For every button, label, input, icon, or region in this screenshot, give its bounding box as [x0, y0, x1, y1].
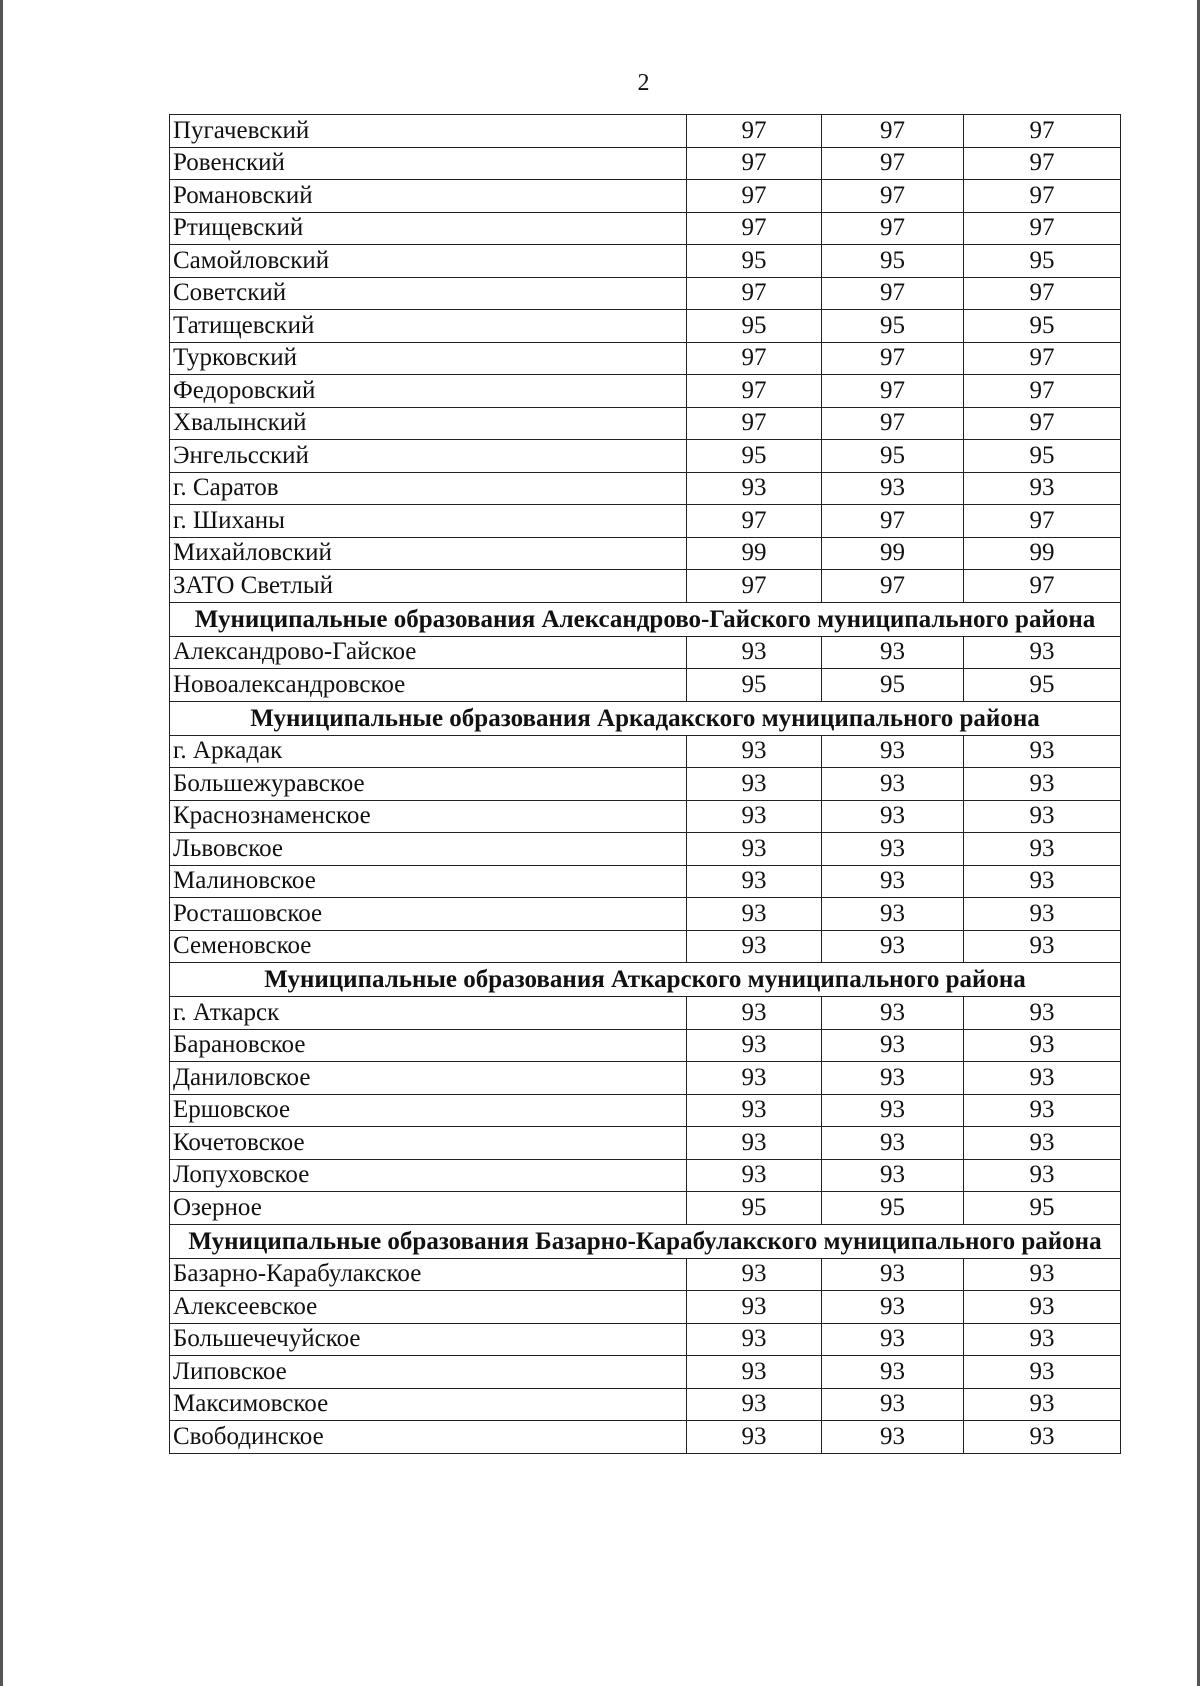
municipality-name: Кочетовское	[170, 1127, 687, 1160]
value-col-3: 93	[964, 1388, 1121, 1421]
table-row	[170, 537, 1121, 570]
section-heading: Муниципальные образования Аркадакского муниципального района	[170, 701, 1121, 735]
value-col-3: 97	[964, 342, 1121, 375]
table-row	[170, 472, 1121, 505]
table-row	[170, 1291, 1121, 1324]
value-col-2: 93	[822, 997, 964, 1030]
table-row	[170, 1029, 1121, 1062]
table-row	[170, 735, 1121, 768]
value-col-1: 95	[687, 310, 822, 343]
value-col-3: 95	[964, 669, 1121, 702]
value-col-2: 93	[822, 1258, 964, 1291]
table-row	[170, 1421, 1121, 1454]
value-col-2: 93	[822, 800, 964, 833]
value-col-1: 95	[687, 245, 822, 278]
table-row	[170, 1159, 1121, 1192]
page-number: 2	[637, 70, 650, 96]
value-col-1: 97	[687, 180, 822, 213]
value-col-3: 99	[964, 537, 1121, 570]
table-row	[170, 310, 1121, 343]
value-col-1: 93	[687, 800, 822, 833]
value-col-1: 97	[687, 570, 822, 603]
value-col-1: 93	[687, 1094, 822, 1127]
table-row	[170, 180, 1121, 213]
municipality-name: Александрово-Гайское	[170, 636, 687, 669]
table-row	[170, 440, 1121, 473]
value-col-3: 93	[964, 1062, 1121, 1095]
municipality-name: Базарно-Карабулакское	[170, 1258, 687, 1291]
table-row	[170, 1192, 1121, 1225]
table-row	[170, 1258, 1121, 1291]
municipality-name: Большечечуйское	[170, 1323, 687, 1356]
municipality-name: Пугачевский	[170, 115, 687, 148]
table-row	[170, 115, 1121, 148]
table-row	[170, 505, 1121, 538]
value-col-1: 93	[687, 735, 822, 768]
value-col-3: 95	[964, 310, 1121, 343]
municipality-name: Барановское	[170, 1029, 687, 1062]
value-col-1: 93	[687, 865, 822, 898]
table-row	[170, 407, 1121, 440]
table-row	[170, 570, 1121, 603]
value-col-3: 93	[964, 898, 1121, 931]
value-col-3: 97	[964, 277, 1121, 310]
table-row	[170, 898, 1121, 931]
value-col-3: 93	[964, 1356, 1121, 1389]
municipality-name: Романовский	[170, 180, 687, 213]
municipality-name: Самойловский	[170, 245, 687, 278]
municipality-name: Алексеевское	[170, 1291, 687, 1324]
municipality-name: г. Аткарск	[170, 997, 687, 1030]
value-col-3: 95	[964, 245, 1121, 278]
scan-edge-left	[0, 0, 3, 1686]
value-col-2: 93	[822, 1159, 964, 1192]
municipality-name: Большежуравское	[170, 768, 687, 801]
value-col-1: 93	[687, 833, 822, 866]
value-col-3: 93	[964, 768, 1121, 801]
value-col-2: 97	[822, 180, 964, 213]
value-col-3: 93	[964, 1029, 1121, 1062]
value-col-2: 93	[822, 833, 964, 866]
municipality-name: г. Аркадак	[170, 735, 687, 768]
value-col-2: 97	[822, 570, 964, 603]
table-row	[170, 768, 1121, 801]
municipality-name: Татищевский	[170, 310, 687, 343]
value-col-2: 93	[822, 1062, 964, 1095]
value-col-3: 95	[964, 440, 1121, 473]
municipality-name: Хвалынский	[170, 407, 687, 440]
table-row	[170, 636, 1121, 669]
municipality-name: ЗАТО Светлый	[170, 570, 687, 603]
value-col-1: 93	[687, 930, 822, 963]
table-row	[170, 833, 1121, 866]
value-col-2: 99	[822, 537, 964, 570]
municipality-name: Советский	[170, 277, 687, 310]
value-col-3: 93	[964, 636, 1121, 669]
value-col-3: 97	[964, 212, 1121, 245]
table-row	[170, 800, 1121, 833]
municipality-name: Краснознаменское	[170, 800, 687, 833]
table-row	[170, 1062, 1121, 1095]
table-row	[170, 1094, 1121, 1127]
value-col-2: 95	[822, 440, 964, 473]
municipality-name: Липовское	[170, 1356, 687, 1389]
value-col-1: 93	[687, 898, 822, 931]
value-col-2: 97	[822, 407, 964, 440]
value-col-3: 93	[964, 735, 1121, 768]
value-col-1: 93	[687, 1159, 822, 1192]
municipality-name: Малиновское	[170, 865, 687, 898]
section-heading-row	[170, 963, 1121, 997]
value-col-2: 93	[822, 865, 964, 898]
value-col-2: 97	[822, 277, 964, 310]
section-heading-row	[170, 1224, 1121, 1258]
table-row	[170, 375, 1121, 408]
table-row	[170, 277, 1121, 310]
value-col-1: 97	[687, 115, 822, 148]
table-row	[170, 1323, 1121, 1356]
value-col-2: 93	[822, 898, 964, 931]
value-col-3: 93	[964, 1291, 1121, 1324]
value-col-2: 97	[822, 375, 964, 408]
value-col-3: 97	[964, 505, 1121, 538]
table-row	[170, 342, 1121, 375]
municipality-name: Новоалександровское	[170, 669, 687, 702]
value-col-1: 97	[687, 277, 822, 310]
value-col-1: 97	[687, 505, 822, 538]
value-col-1: 93	[687, 472, 822, 505]
value-col-2: 93	[822, 1356, 964, 1389]
value-col-2: 95	[822, 245, 964, 278]
value-col-3: 93	[964, 1421, 1121, 1454]
value-col-1: 99	[687, 537, 822, 570]
table-row	[170, 147, 1121, 180]
value-col-2: 95	[822, 669, 964, 702]
value-col-3: 97	[964, 180, 1121, 213]
section-heading: Муниципальные образования Александрово-Гайского муниципального района	[170, 602, 1121, 636]
municipality-name: Максимовское	[170, 1388, 687, 1421]
value-col-1: 93	[687, 1323, 822, 1356]
value-col-2: 95	[822, 1192, 964, 1225]
value-col-3: 93	[964, 1258, 1121, 1291]
municipality-name: Турковский	[170, 342, 687, 375]
value-col-2: 93	[822, 1127, 964, 1160]
value-col-3: 93	[964, 800, 1121, 833]
table-row	[170, 997, 1121, 1030]
table-row	[170, 245, 1121, 278]
value-col-2: 97	[822, 147, 964, 180]
value-col-1: 95	[687, 440, 822, 473]
section-heading-row	[170, 701, 1121, 735]
municipality-name: г. Шиханы	[170, 505, 687, 538]
value-col-1: 93	[687, 1127, 822, 1160]
value-col-2: 97	[822, 212, 964, 245]
table-row	[170, 1127, 1121, 1160]
value-col-1: 97	[687, 147, 822, 180]
value-col-3: 93	[964, 1127, 1121, 1160]
table-row	[170, 212, 1121, 245]
municipality-name: Свободинское	[170, 1421, 687, 1454]
value-col-1: 93	[687, 1388, 822, 1421]
value-col-3: 93	[964, 1323, 1121, 1356]
value-col-2: 93	[822, 1388, 964, 1421]
section-heading-row	[170, 602, 1121, 636]
value-col-1: 97	[687, 212, 822, 245]
municipality-name: Энгельсский	[170, 440, 687, 473]
table-row	[170, 669, 1121, 702]
value-col-1: 93	[687, 1062, 822, 1095]
value-col-3: 97	[964, 407, 1121, 440]
value-col-1: 93	[687, 1291, 822, 1324]
municipality-name: Даниловское	[170, 1062, 687, 1095]
value-col-2: 93	[822, 930, 964, 963]
value-col-1: 93	[687, 636, 822, 669]
value-col-3: 95	[964, 1192, 1121, 1225]
value-col-1: 93	[687, 1356, 822, 1389]
value-col-3: 93	[964, 1094, 1121, 1127]
municipality-name: Семеновское	[170, 930, 687, 963]
section-heading: Муниципальные образования Аткарского муниципального района	[170, 963, 1121, 997]
value-col-2: 93	[822, 636, 964, 669]
municipality-name: Ртищевский	[170, 212, 687, 245]
value-col-3: 97	[964, 570, 1121, 603]
value-col-3: 97	[964, 375, 1121, 408]
municipality-name: Ершовское	[170, 1094, 687, 1127]
value-col-1: 97	[687, 407, 822, 440]
value-col-1: 97	[687, 342, 822, 375]
table-body	[170, 115, 1121, 1454]
value-col-1: 93	[687, 768, 822, 801]
value-col-3: 93	[964, 1159, 1121, 1192]
section-heading: Муниципальные образования Базарно-Карабулакского муниципального района	[170, 1224, 1121, 1258]
table-row	[170, 930, 1121, 963]
value-col-1: 95	[687, 1192, 822, 1225]
value-col-2: 93	[822, 1291, 964, 1324]
value-col-2: 93	[822, 472, 964, 505]
value-col-3: 93	[964, 865, 1121, 898]
table-row	[170, 1388, 1121, 1421]
value-col-3: 97	[964, 115, 1121, 148]
value-col-3: 93	[964, 930, 1121, 963]
table-row	[170, 865, 1121, 898]
municipality-name: Ровенский	[170, 147, 687, 180]
municipality-name: г. Саратов	[170, 472, 687, 505]
value-col-2: 97	[822, 505, 964, 538]
value-col-2: 93	[822, 735, 964, 768]
value-col-3: 93	[964, 472, 1121, 505]
municipality-name: Озерное	[170, 1192, 687, 1225]
value-col-2: 93	[822, 768, 964, 801]
value-col-2: 93	[822, 1029, 964, 1062]
table-row	[170, 1356, 1121, 1389]
value-col-2: 95	[822, 310, 964, 343]
value-col-2: 93	[822, 1421, 964, 1454]
value-col-1: 97	[687, 375, 822, 408]
municipality-name: Львовское	[170, 833, 687, 866]
value-col-1: 93	[687, 1258, 822, 1291]
municipal-table	[169, 114, 1121, 1454]
municipality-name: Михайловский	[170, 537, 687, 570]
municipality-name: Росташовское	[170, 898, 687, 931]
value-col-2: 93	[822, 1323, 964, 1356]
value-col-2: 97	[822, 342, 964, 375]
municipality-name: Федоровский	[170, 375, 687, 408]
value-col-1: 95	[687, 669, 822, 702]
value-col-3: 93	[964, 833, 1121, 866]
municipality-name: Лопуховское	[170, 1159, 687, 1192]
value-col-2: 97	[822, 115, 964, 148]
value-col-2: 93	[822, 1094, 964, 1127]
value-col-1: 93	[687, 1029, 822, 1062]
value-col-1: 93	[687, 1421, 822, 1454]
value-col-3: 93	[964, 997, 1121, 1030]
value-col-1: 93	[687, 997, 822, 1030]
value-col-3: 97	[964, 147, 1121, 180]
